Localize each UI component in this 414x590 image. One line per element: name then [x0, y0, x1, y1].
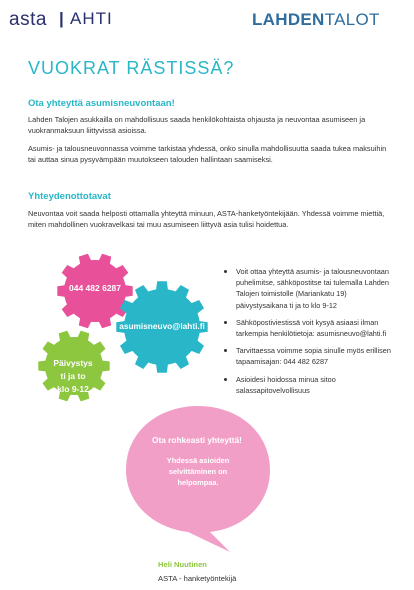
office-hours	[42, 357, 104, 396]
signature-name: Heli Nuutinen	[158, 560, 207, 569]
logo-separator: |	[59, 9, 64, 28]
intro-paragraph: Lahden Talojen asukkailla on mahdollisuus saada henkilökohtaista ohjausta ja neuvontaa asumiseen ja vuokranmaksuun liittyvissä asioissa.	[28, 115, 366, 136]
section-heading-contact: Ota yhteyttä asumisneuvontaan!	[28, 98, 175, 109]
contact-info-list	[222, 266, 394, 402]
bubble-body: Yhdessä asioiden selvittäminen on helpompaa.	[166, 456, 230, 487]
phone-number: 044 482 6287	[69, 283, 121, 293]
page-title: VUOKRAT RÄSTISSÄ?	[28, 58, 235, 78]
asta-logo-text: asta	[9, 9, 47, 30]
bubble-heading: Ota rohkeasti yhteyttä!	[152, 435, 242, 445]
counselling-paragraph: Asumis- ja talousneuvonnassa voimme tarkistaa yhdessä, onko sinulla mahdollisuutta saada tukea maksuihin tai auttaa sinua pysyvämpään muutokseen talouden hallintaan saamiseksi.	[28, 144, 387, 165]
list-item: Sähköpostiviestissä voit kysyä asiaasi ilman tarkempia henkilötietoja: asumisneuvo@lahti.fi	[222, 317, 394, 339]
ahti-logo: AHTI	[70, 9, 113, 28]
list-item: Asioidesi hoidossa minua sitoo salassapitovelvollisuus	[222, 374, 394, 396]
lahden-talot-logo	[252, 10, 380, 30]
section-heading-contact-methods: Yhteydenottotavat	[28, 191, 111, 202]
office-hours-line1: Päivystys	[53, 358, 93, 368]
office-hours-line3: klo 9-12	[57, 384, 89, 394]
signature-role: ASTA - hanketyöntekijä	[158, 574, 237, 583]
office-hours-line2: ti ja to	[60, 371, 86, 381]
lahden-logo-text: LAHDEN	[252, 10, 325, 29]
talot-logo-text: TALOT	[324, 10, 380, 29]
list-item: Voit ottaa yhteyttä asumis- ja talousneuvontaan puhelimitse, sähköpostitse tai tulemalla Lahden Talojen toimistolle (Mariankatu 19) päivystysaikana ti ja to klo 9-12	[222, 266, 394, 311]
asta-logo	[9, 9, 47, 31]
contact-methods-paragraph: Neuvontaa voit saada helposti ottamalla yhteyttä minuun, ASTA-hanketyöntekijään. Yhdessä voimme miettiä, miten mahdollinen vuokravelkasi tai muu asumiseen liittyvä asia tulisi hoidettua.	[28, 209, 385, 230]
email-address: asumisneuvo@lahti.fi	[119, 321, 205, 331]
list-item: Tarvittaessa voimme sopia sinulle myös erillisen tapaamisajan: 044 482 6287	[222, 345, 394, 367]
